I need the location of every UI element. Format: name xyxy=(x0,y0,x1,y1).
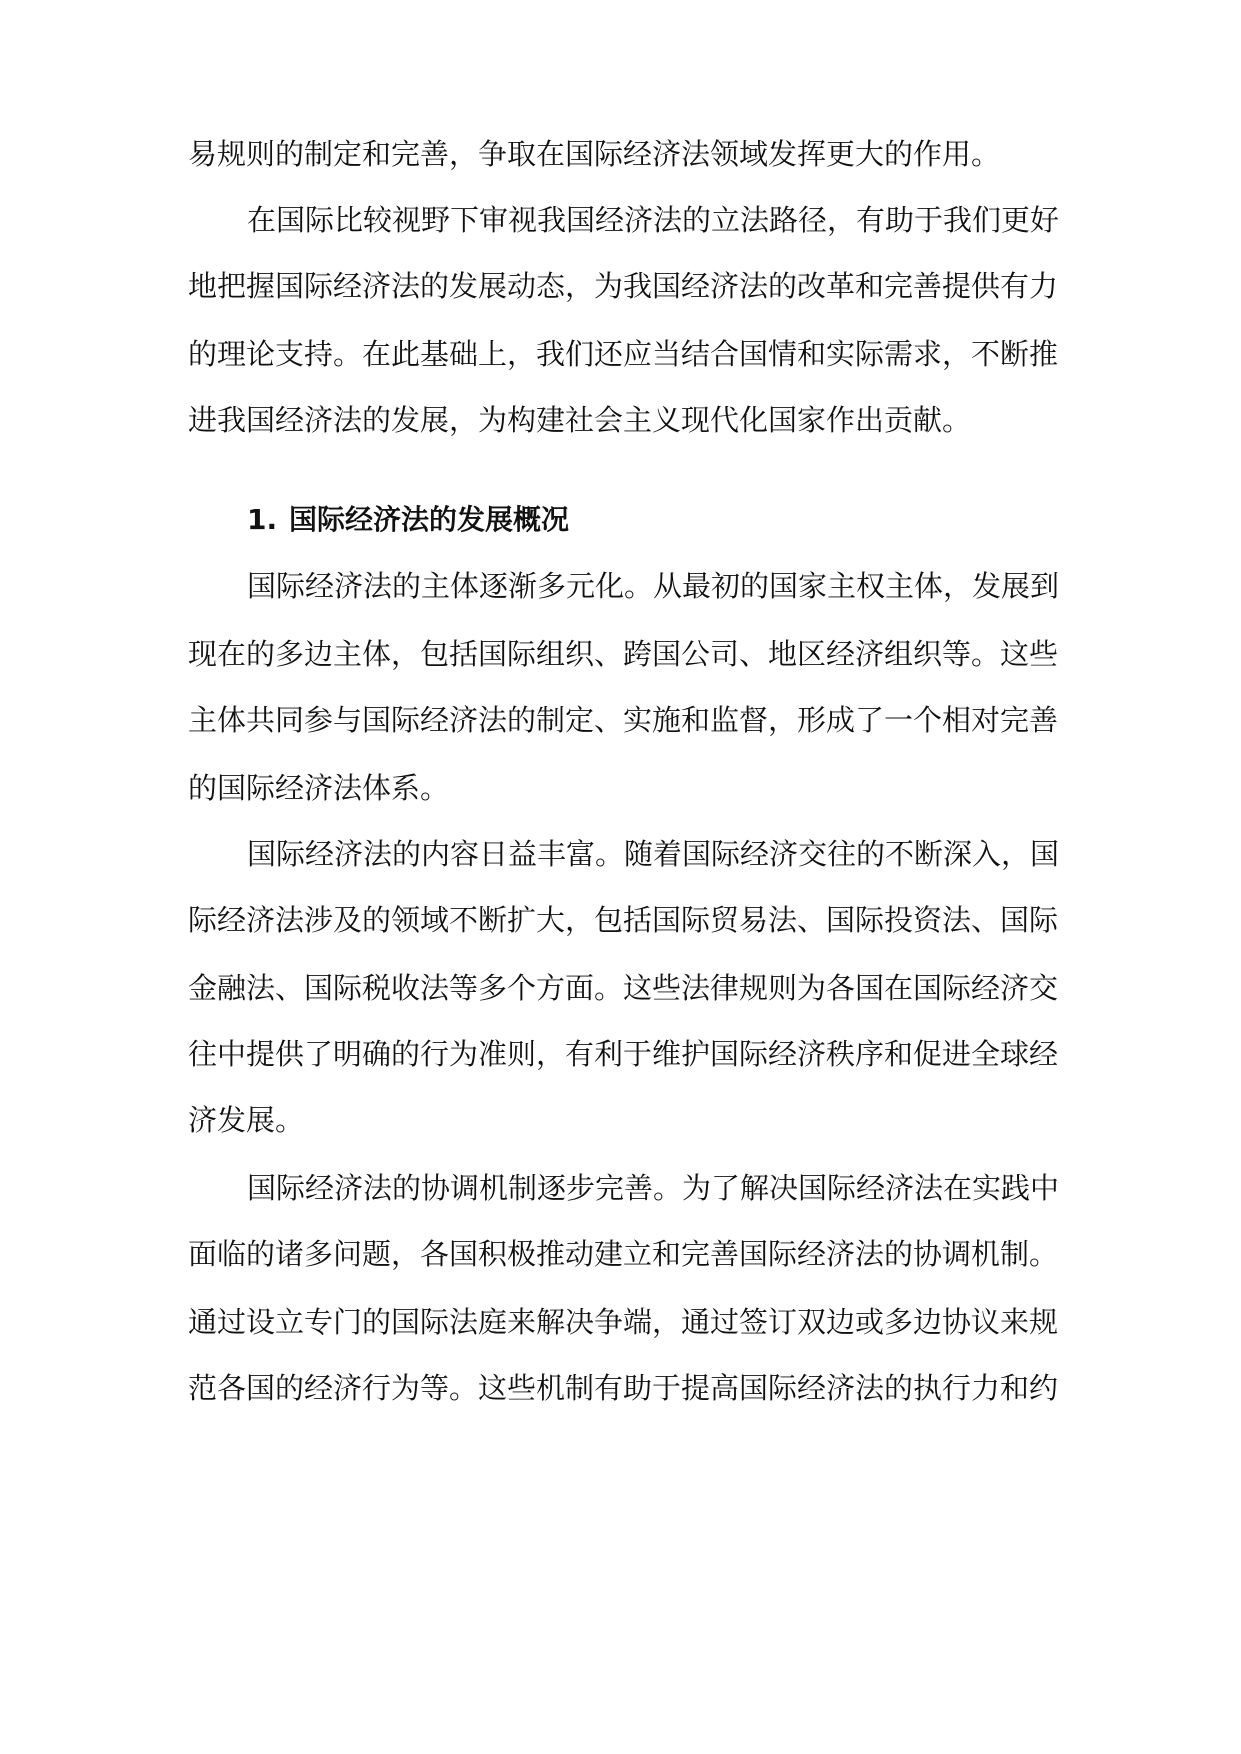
section-heading xyxy=(247,500,1117,540)
paragraph-line: 际经济法涉及的领域不断扩大，包括国际贸易法、国际投资法、国际 xyxy=(188,903,1059,937)
paragraph-line: 国际经济法的主体逐渐多元化。从最初的国家主权主体，发展到 xyxy=(247,569,1060,603)
paragraph-line: 往中提供了明确的行为准则，有利于维护国际经济秩序和促进全球经 xyxy=(188,1037,1059,1071)
paragraph-line: 通过设立专门的国际法庭来解决争端，通过签订双边或多边协议来规 xyxy=(188,1305,1059,1339)
paragraph-line: 的理论支持。在此基础上，我们还应当结合国情和实际需求，不断推 xyxy=(188,337,1059,371)
paragraph-line: 进我国经济法的发展，为构建社会主义现代化国家作出贡献。 xyxy=(188,403,972,437)
paragraph-line: 济发展。 xyxy=(188,1103,305,1137)
paragraph-line: 主体共同参与国际经济法的制定、实施和监督，形成了一个相对完善 xyxy=(188,703,1059,737)
paragraph-line: 易规则的制定和完善，争取在国际经济法领域发挥更大的作用。 xyxy=(188,137,1001,171)
paragraph-line: 国际经济法的协调机制逐步完善。为了解决国际经济法在实践中 xyxy=(247,1171,1060,1205)
paragraph-line: 面临的诸多问题，各国积极推动建立和完善国际经济法的协调机制。 xyxy=(188,1237,1059,1271)
paragraph-line: 现在的多边主体，包括国际组织、跨国公司、地区经济组织等。这些 xyxy=(188,637,1059,671)
paragraph-line: 范各国的经济行为等。这些机制有助于提高国际经济法的执行力和约 xyxy=(188,1371,1059,1405)
section-number: 1. xyxy=(247,503,278,536)
paragraph-line: 在国际比较视野下审视我国经济法的立法路径，有助于我们更好 xyxy=(247,203,1060,237)
paragraph-line: 金融法、国际税收法等多个方面。这些法律规则为各国在国际经济交 xyxy=(188,971,1059,1005)
section-title: 国际经济法的发展概况 xyxy=(289,503,570,536)
paragraph-line: 国际经济法的内容日益丰富。随着国际经济交往的不断深入，国 xyxy=(247,837,1060,871)
paragraph-line: 的国际经济法体系。 xyxy=(188,771,450,805)
paragraph-line: 地把握国际经济法的发展动态，为我国经济法的改革和完善提供有力 xyxy=(188,269,1059,303)
